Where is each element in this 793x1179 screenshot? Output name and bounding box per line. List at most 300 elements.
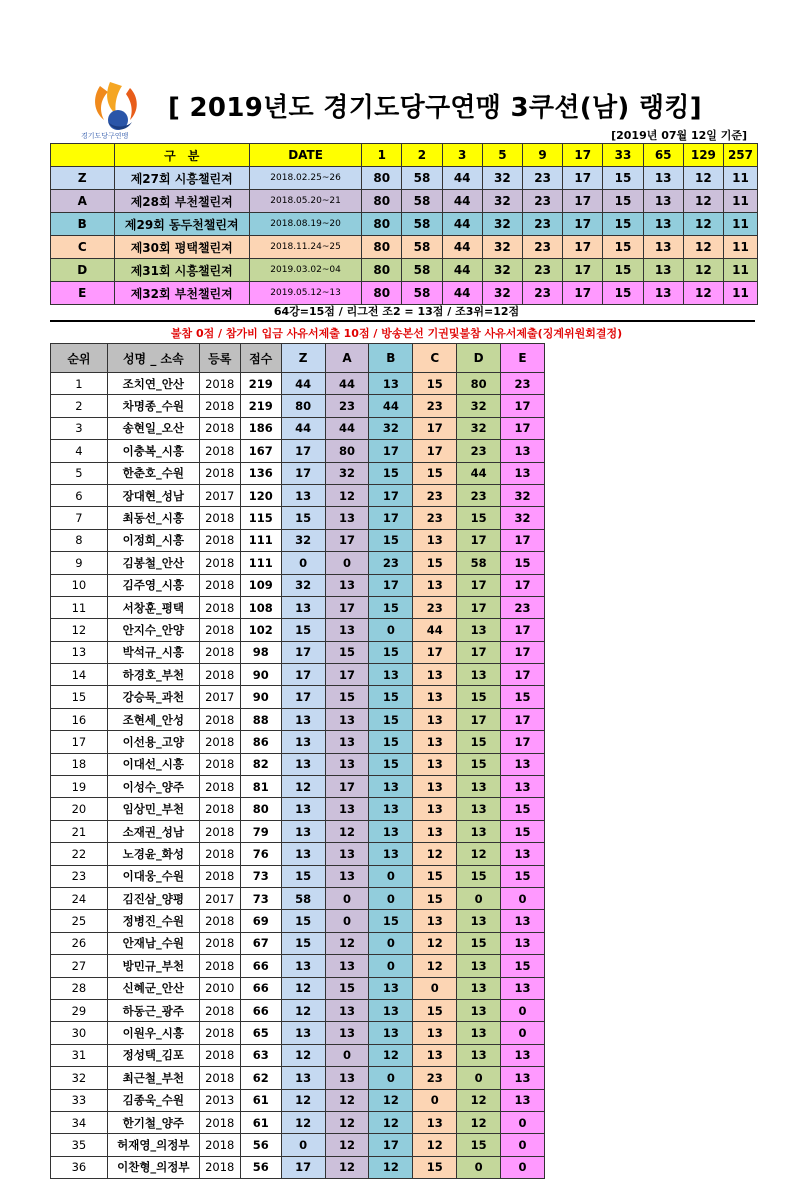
e-points-cell: 13 — [501, 932, 545, 954]
player-name-cell: 이성수_양주 — [107, 776, 199, 798]
c-points-cell: 15 — [413, 1156, 457, 1178]
total-score-cell: 90 — [240, 686, 281, 708]
rank-cell: 16 — [51, 708, 108, 730]
e-points-cell: 0 — [501, 999, 545, 1021]
a-points-cell: 23 — [325, 395, 369, 417]
e-points-cell: 0 — [501, 1111, 545, 1133]
d-points-cell: 32 — [457, 395, 501, 417]
registration-year-cell: 2018 — [199, 373, 240, 395]
registration-year-cell: 2018 — [199, 641, 240, 663]
total-score-cell: 62 — [240, 1067, 281, 1089]
header-place: 129 — [683, 144, 723, 167]
z-points-cell: 13 — [281, 1022, 325, 1044]
ranking-row — [51, 843, 545, 865]
b-points-cell: 15 — [369, 753, 413, 775]
b-points-cell: 15 — [369, 910, 413, 932]
z-points-cell: 17 — [281, 1156, 325, 1178]
e-points-cell: 13 — [501, 753, 545, 775]
rank-cell: 9 — [51, 552, 108, 574]
ranking-row — [51, 417, 545, 439]
ranking-row — [51, 865, 545, 887]
player-name-cell: 한기철_양주 — [107, 1111, 199, 1133]
e-points-cell: 17 — [501, 708, 545, 730]
total-score-cell: 219 — [240, 373, 281, 395]
d-points-cell: 32 — [457, 417, 501, 439]
points-cell: 58 — [402, 190, 442, 213]
z-points-cell: 13 — [281, 955, 325, 977]
c-points-cell: 12 — [413, 843, 457, 865]
player-name-cell: 이선용_고양 — [107, 731, 199, 753]
registration-year-cell: 2018 — [199, 1044, 240, 1066]
points-cell: 11 — [723, 213, 757, 236]
points-cell: 32 — [482, 282, 522, 305]
d-points-cell: 17 — [457, 708, 501, 730]
d-points-cell: 12 — [457, 843, 501, 865]
player-name-cell: 노경윤_화성 — [107, 843, 199, 865]
tournament-date: 2019.05.12~13 — [249, 282, 361, 305]
rank-cell: 10 — [51, 574, 108, 596]
player-name-cell: 정성택_김포 — [107, 1044, 199, 1066]
player-name-cell: 이찬형_의정부 — [107, 1156, 199, 1178]
points-cell: 44 — [442, 167, 482, 190]
e-points-cell: 13 — [501, 1067, 545, 1089]
points-cell: 80 — [362, 167, 402, 190]
total-score-cell: 86 — [240, 731, 281, 753]
d-points-cell: 13 — [457, 619, 501, 641]
a-points-cell: 13 — [325, 507, 369, 529]
registration-year-cell: 2018 — [199, 1156, 240, 1178]
points-cell: 11 — [723, 190, 757, 213]
z-points-cell: 0 — [281, 552, 325, 574]
b-points-cell: 0 — [369, 955, 413, 977]
rank-cell: 28 — [51, 977, 108, 999]
registration-year-cell: 2018 — [199, 932, 240, 954]
points-cell: 15 — [603, 213, 643, 236]
points-cell: 23 — [522, 282, 562, 305]
rank-cell: 7 — [51, 507, 108, 529]
points-cell: 80 — [362, 213, 402, 236]
rank-cell: 4 — [51, 440, 108, 462]
z-points-cell: 15 — [281, 932, 325, 954]
e-points-cell: 0 — [501, 1134, 545, 1156]
header-d: D — [457, 344, 501, 373]
header-blank — [51, 144, 115, 167]
c-points-cell: 23 — [413, 1067, 457, 1089]
ranking-row — [51, 686, 545, 708]
a-points-cell: 0 — [325, 887, 369, 909]
z-points-cell: 58 — [281, 887, 325, 909]
points-cell: 13 — [643, 190, 683, 213]
c-points-cell: 12 — [413, 1134, 457, 1156]
z-points-cell: 44 — [281, 417, 325, 439]
player-name-cell: 이정희_시흥 — [107, 529, 199, 551]
z-points-cell: 13 — [281, 484, 325, 506]
c-points-cell: 13 — [413, 708, 457, 730]
c-points-cell: 23 — [413, 484, 457, 506]
player-name-cell: 소재권_성남 — [107, 820, 199, 842]
header-registration: 등록 — [199, 344, 240, 373]
ranking-row — [51, 731, 545, 753]
total-score-cell: 69 — [240, 910, 281, 932]
ranking-row — [51, 664, 545, 686]
total-score-cell: 90 — [240, 664, 281, 686]
c-points-cell: 13 — [413, 910, 457, 932]
ranking-row — [51, 932, 545, 954]
z-points-cell: 17 — [281, 641, 325, 663]
a-points-cell: 15 — [325, 641, 369, 663]
z-points-cell: 13 — [281, 798, 325, 820]
logo-caption: 경기도당구연맹 — [81, 132, 129, 140]
ranking-table — [50, 343, 545, 1179]
z-points-cell: 13 — [281, 1067, 325, 1089]
tournament-row — [51, 282, 758, 305]
z-points-cell: 0 — [281, 1134, 325, 1156]
total-score-cell: 63 — [240, 1044, 281, 1066]
total-score-cell: 82 — [240, 753, 281, 775]
c-points-cell: 13 — [413, 529, 457, 551]
header-z: Z — [281, 344, 325, 373]
c-points-cell: 13 — [413, 664, 457, 686]
registration-year-cell: 2018 — [199, 574, 240, 596]
federation-logo — [86, 78, 150, 138]
points-cell: 44 — [442, 236, 482, 259]
d-points-cell: 13 — [457, 1044, 501, 1066]
points-cell: 23 — [522, 259, 562, 282]
player-name-cell: 신혜군_안산 — [107, 977, 199, 999]
tournament-date: 2018.08.19~20 — [249, 213, 361, 236]
e-points-cell: 17 — [501, 529, 545, 551]
player-name-cell: 박석규_시흥 — [107, 641, 199, 663]
d-points-cell: 58 — [457, 552, 501, 574]
a-points-cell: 12 — [325, 484, 369, 506]
e-points-cell: 13 — [501, 843, 545, 865]
e-points-cell: 32 — [501, 507, 545, 529]
z-points-cell: 17 — [281, 462, 325, 484]
tournament-date: 2018.05.20~21 — [249, 190, 361, 213]
b-points-cell: 17 — [369, 484, 413, 506]
c-points-cell: 17 — [413, 440, 457, 462]
total-score-cell: 66 — [240, 977, 281, 999]
registration-year-cell: 2018 — [199, 820, 240, 842]
z-points-cell: 17 — [281, 440, 325, 462]
d-points-cell: 13 — [457, 798, 501, 820]
total-score-cell: 66 — [240, 999, 281, 1021]
divider — [50, 320, 755, 322]
a-points-cell: 13 — [325, 708, 369, 730]
points-cell: 58 — [402, 282, 442, 305]
total-score-cell: 79 — [240, 820, 281, 842]
d-points-cell: 15 — [457, 1134, 501, 1156]
d-points-cell: 12 — [457, 1089, 501, 1111]
ranking-row — [51, 776, 545, 798]
a-points-cell: 44 — [325, 417, 369, 439]
points-cell: 17 — [563, 167, 603, 190]
points-cell: 80 — [362, 282, 402, 305]
points-cell: 58 — [402, 213, 442, 236]
player-name-cell: 임상민_부천 — [107, 798, 199, 820]
rank-cell: 29 — [51, 999, 108, 1021]
ranking-row — [51, 619, 545, 641]
player-name-cell: 송현일_오산 — [107, 417, 199, 439]
total-score-cell: 61 — [240, 1111, 281, 1133]
a-points-cell: 17 — [325, 529, 369, 551]
c-points-cell: 13 — [413, 820, 457, 842]
e-points-cell: 13 — [501, 910, 545, 932]
a-points-cell: 12 — [325, 1089, 369, 1111]
player-name-cell: 김봉철_안산 — [107, 552, 199, 574]
e-points-cell: 0 — [501, 1022, 545, 1044]
b-points-cell: 15 — [369, 731, 413, 753]
registration-year-cell: 2018 — [199, 999, 240, 1021]
e-points-cell: 13 — [501, 1089, 545, 1111]
d-points-cell: 44 — [457, 462, 501, 484]
rank-cell: 5 — [51, 462, 108, 484]
b-points-cell: 13 — [369, 373, 413, 395]
total-score-cell: 76 — [240, 843, 281, 865]
d-points-cell: 13 — [457, 999, 501, 1021]
a-points-cell: 13 — [325, 1022, 369, 1044]
player-name-cell: 이대웅_수원 — [107, 865, 199, 887]
e-points-cell: 23 — [501, 373, 545, 395]
rank-cell: 33 — [51, 1089, 108, 1111]
ranking-header-row — [51, 344, 545, 373]
total-score-cell: 73 — [240, 887, 281, 909]
points-cell: 80 — [362, 236, 402, 259]
d-points-cell: 17 — [457, 641, 501, 663]
total-score-cell: 219 — [240, 395, 281, 417]
tournament-row — [51, 167, 758, 190]
tournament-code: E — [51, 282, 115, 305]
b-points-cell: 12 — [369, 1111, 413, 1133]
d-points-cell: 0 — [457, 1067, 501, 1089]
c-points-cell: 15 — [413, 462, 457, 484]
tournament-row — [51, 259, 758, 282]
z-points-cell: 12 — [281, 1044, 325, 1066]
z-points-cell: 12 — [281, 1111, 325, 1133]
e-points-cell: 17 — [501, 664, 545, 686]
header-place: 65 — [643, 144, 683, 167]
ranking-row — [51, 484, 545, 506]
total-score-cell: 56 — [240, 1134, 281, 1156]
rank-cell: 20 — [51, 798, 108, 820]
a-points-cell: 13 — [325, 865, 369, 887]
rank-cell: 36 — [51, 1156, 108, 1178]
z-points-cell: 44 — [281, 373, 325, 395]
ranking-row — [51, 708, 545, 730]
ranking-row — [51, 1111, 545, 1133]
ranking-row — [51, 887, 545, 909]
registration-year-cell: 2018 — [199, 1022, 240, 1044]
points-cell: 23 — [522, 236, 562, 259]
a-points-cell: 0 — [325, 910, 369, 932]
a-points-cell: 12 — [325, 1134, 369, 1156]
z-points-cell: 13 — [281, 843, 325, 865]
e-points-cell: 17 — [501, 395, 545, 417]
points-cell: 12 — [683, 282, 723, 305]
b-points-cell: 15 — [369, 641, 413, 663]
points-cell: 15 — [603, 167, 643, 190]
z-points-cell: 13 — [281, 753, 325, 775]
d-points-cell: 0 — [457, 1156, 501, 1178]
a-points-cell: 13 — [325, 798, 369, 820]
tournament-name: 제29회 동두천챌린져 — [114, 213, 249, 236]
c-points-cell: 15 — [413, 373, 457, 395]
e-points-cell: 13 — [501, 977, 545, 999]
total-score-cell: 136 — [240, 462, 281, 484]
a-points-cell: 44 — [325, 373, 369, 395]
d-points-cell: 13 — [457, 776, 501, 798]
player-name-cell: 하동근_광주 — [107, 999, 199, 1021]
points-cell: 32 — [482, 236, 522, 259]
total-score-cell: 66 — [240, 955, 281, 977]
c-points-cell: 15 — [413, 999, 457, 1021]
player-name-cell: 최근철_부천 — [107, 1067, 199, 1089]
e-points-cell: 13 — [501, 440, 545, 462]
a-points-cell: 13 — [325, 753, 369, 775]
tournament-code: C — [51, 236, 115, 259]
player-name-cell: 안재남_수원 — [107, 932, 199, 954]
player-name-cell: 안지수_안양 — [107, 619, 199, 641]
rank-cell: 24 — [51, 887, 108, 909]
registration-year-cell: 2018 — [199, 1067, 240, 1089]
header-date: DATE — [249, 144, 361, 167]
registration-year-cell: 2017 — [199, 484, 240, 506]
header-b: B — [369, 344, 413, 373]
registration-year-cell: 2018 — [199, 619, 240, 641]
z-points-cell: 17 — [281, 664, 325, 686]
registration-year-cell: 2017 — [199, 887, 240, 909]
a-points-cell: 17 — [325, 596, 369, 618]
registration-year-cell: 2018 — [199, 955, 240, 977]
z-points-cell: 15 — [281, 865, 325, 887]
tournament-code: Z — [51, 167, 115, 190]
a-points-cell: 12 — [325, 932, 369, 954]
tournament-code: A — [51, 190, 115, 213]
b-points-cell: 17 — [369, 440, 413, 462]
total-score-cell: 115 — [240, 507, 281, 529]
rank-cell: 31 — [51, 1044, 108, 1066]
a-points-cell: 13 — [325, 731, 369, 753]
points-cell: 12 — [683, 167, 723, 190]
b-points-cell: 0 — [369, 932, 413, 954]
points-cell: 44 — [442, 190, 482, 213]
registration-year-cell: 2018 — [199, 596, 240, 618]
z-points-cell: 15 — [281, 507, 325, 529]
header-place: 2 — [402, 144, 442, 167]
registration-year-cell: 2018 — [199, 1111, 240, 1133]
tournament-date: 2019.03.02~04 — [249, 259, 361, 282]
registration-year-cell: 2018 — [199, 776, 240, 798]
c-points-cell: 0 — [413, 1089, 457, 1111]
d-points-cell: 23 — [457, 484, 501, 506]
c-points-cell: 23 — [413, 395, 457, 417]
total-score-cell: 108 — [240, 596, 281, 618]
c-points-cell: 12 — [413, 932, 457, 954]
a-points-cell: 0 — [325, 552, 369, 574]
tournament-points-table — [50, 143, 758, 305]
tournament-name: 제28회 부천챌린져 — [114, 190, 249, 213]
points-cell: 80 — [362, 259, 402, 282]
c-points-cell: 17 — [413, 641, 457, 663]
total-score-cell: 80 — [240, 798, 281, 820]
e-points-cell: 23 — [501, 596, 545, 618]
ranking-row — [51, 552, 545, 574]
b-points-cell: 44 — [369, 395, 413, 417]
ranking-row — [51, 1134, 545, 1156]
rank-cell: 12 — [51, 619, 108, 641]
a-points-cell: 13 — [325, 999, 369, 1021]
d-points-cell: 80 — [457, 373, 501, 395]
player-name-cell: 한춘호_수원 — [107, 462, 199, 484]
ranking-row — [51, 641, 545, 663]
player-name-cell: 하경호_부천 — [107, 664, 199, 686]
z-points-cell: 13 — [281, 708, 325, 730]
d-points-cell: 17 — [457, 574, 501, 596]
total-score-cell: 65 — [240, 1022, 281, 1044]
c-points-cell: 12 — [413, 955, 457, 977]
ranking-row — [51, 1067, 545, 1089]
points-cell: 17 — [563, 259, 603, 282]
e-points-cell: 0 — [501, 1156, 545, 1178]
b-points-cell: 15 — [369, 708, 413, 730]
c-points-cell: 44 — [413, 619, 457, 641]
c-points-cell: 15 — [413, 887, 457, 909]
player-name-cell: 김진삼_양평 — [107, 887, 199, 909]
c-points-cell: 23 — [413, 507, 457, 529]
e-points-cell: 15 — [501, 798, 545, 820]
a-points-cell: 13 — [325, 843, 369, 865]
c-points-cell: 13 — [413, 1111, 457, 1133]
b-points-cell: 23 — [369, 552, 413, 574]
z-points-cell: 13 — [281, 731, 325, 753]
b-points-cell: 13 — [369, 820, 413, 842]
registration-year-cell: 2018 — [199, 708, 240, 730]
points-cell: 17 — [563, 282, 603, 305]
registration-year-cell: 2018 — [199, 552, 240, 574]
points-cell: 17 — [563, 213, 603, 236]
e-points-cell: 15 — [501, 820, 545, 842]
rank-cell: 17 — [51, 731, 108, 753]
d-points-cell: 17 — [457, 529, 501, 551]
rank-cell: 15 — [51, 686, 108, 708]
a-points-cell: 15 — [325, 686, 369, 708]
total-score-cell: 67 — [240, 932, 281, 954]
total-score-cell: 111 — [240, 552, 281, 574]
ranking-row — [51, 596, 545, 618]
ranking-row — [51, 373, 545, 395]
b-points-cell: 13 — [369, 999, 413, 1021]
points-cell: 15 — [603, 259, 643, 282]
d-points-cell: 15 — [457, 731, 501, 753]
a-points-cell: 12 — [325, 1111, 369, 1133]
z-points-cell: 17 — [281, 686, 325, 708]
b-points-cell: 15 — [369, 686, 413, 708]
total-score-cell: 186 — [240, 417, 281, 439]
rank-cell: 6 — [51, 484, 108, 506]
a-points-cell: 17 — [325, 776, 369, 798]
e-points-cell: 15 — [501, 955, 545, 977]
player-name-cell: 이충복_시흥 — [107, 440, 199, 462]
tournament-row — [51, 213, 758, 236]
points-cell: 44 — [442, 282, 482, 305]
z-points-cell: 12 — [281, 999, 325, 1021]
points-cell: 13 — [643, 213, 683, 236]
rank-cell: 18 — [51, 753, 108, 775]
d-points-cell: 13 — [457, 977, 501, 999]
b-points-cell: 13 — [369, 843, 413, 865]
points-cell: 44 — [442, 259, 482, 282]
z-points-cell: 15 — [281, 619, 325, 641]
